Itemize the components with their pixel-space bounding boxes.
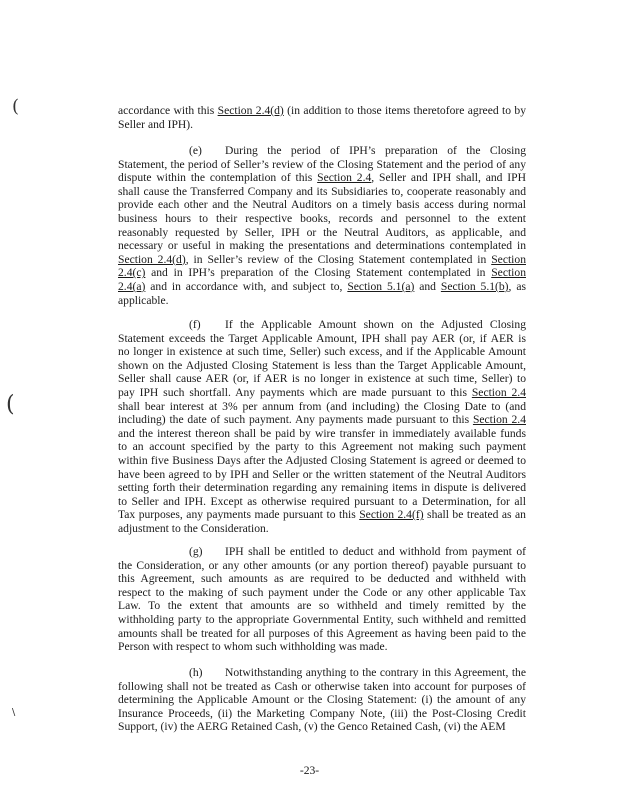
text-line: Seller shall cause AER (or, if AER is no longer in existence at such time, Seller) to [118, 372, 526, 386]
page-number: -23- [299, 764, 320, 777]
text-line: Insurance Proceeds, (ii) the Marketing Company Note, (iii) the Post-Closing Credit [118, 706, 526, 720]
section-reference: Section 2.4(f) [359, 508, 424, 522]
text-line: (g) IPH shall be entitled to deduct and withhold from payment of [189, 545, 526, 558]
text-line: Law. To the extent that amounts are so withheld and timely remitted by the [118, 599, 526, 613]
text-line: determining the Applicable Amount or the Closing Statement: (i) the amount of any [118, 693, 526, 707]
text-line: pay IPH such shortfall. Any payments which are made pursuant to this Section 2.4 [118, 385, 526, 399]
section-reference: Section 5.1(b) [440, 279, 509, 293]
text-line: (h) Notwithstanding anything to the contrary in this Agreement, the [189, 666, 526, 679]
text-line: following shall not be treated as Cash or otherwise taken into account for purposes of [118, 679, 526, 693]
section-reference: Section 2.4(d) [118, 252, 186, 266]
text-line: to Seller and IPH. Except as otherwise required pursuant to a Determination, for all [118, 494, 526, 508]
text-line: adjustment to the Consideration. [118, 521, 269, 535]
section-reference: Section 5.1(a) [347, 279, 415, 293]
scan-mark-middle: ( [6, 392, 15, 417]
text-line: Tax purposes, any payments made pursuant to this Section 2.4(f) shall be treated as an [118, 508, 526, 522]
section-reference: Section 2.4 [471, 385, 526, 399]
section-reference: 2.4(c) [118, 266, 146, 280]
text-line: within five Business Days after the Adjusted Closing Statement is agreed or deemed to [118, 453, 526, 467]
section-reference: Section 2.4 [317, 171, 372, 185]
text-line: Statement, the period of Seller’s review of the Closing Statement and the period of any [118, 157, 526, 171]
text-line: Support, (iv) the AERG Retained Cash, (v) the Genco Retained Cash, (vi) the AEM [118, 720, 506, 734]
text-line: applicable. [118, 293, 169, 307]
text-line: the Consideration, or any other amounts (or any portion thereof) payable pursuant to [118, 558, 526, 572]
text-line: have been agreed to by IPH and Seller or the written statement of the Neutral Auditors [118, 467, 526, 481]
paragraph-h [118, 666, 526, 734]
text-line: respect to the making of such payment under the Code or any other applicable Tax [118, 585, 526, 599]
paragraph-label: (f) [189, 318, 201, 331]
text-line: reasonably requested by Seller, IPH or the Neutral Auditors, as applicable, and [118, 225, 526, 239]
text-line: dispute within the contemplation of this Section 2.4, Seller and IPH shall, and IPH [118, 171, 526, 185]
text-line: shall bear interest at 3% per annum from (and including) the Closing Date to (and [118, 399, 526, 413]
text-line: including) the date of such payment. Any payments made pursuant to this Section 2.4 [118, 413, 526, 427]
text-line: provide each other and the Neutral Auditors on a timely basis access during normal [118, 198, 526, 212]
text-line: withholding party to the appropriate Governmental Entity, such withheld and remitted [118, 612, 526, 626]
paragraph-label: (e) [189, 144, 202, 157]
text-line: accordance with this Section 2.4(d) (in addition to those items theretofore agreed to by [118, 104, 527, 117]
text-line: Section 2.4(d), in Seller’s review of the Closing Statement contemplated in Section [118, 252, 526, 266]
scan-mark-bottom: ∖ [10, 708, 17, 719]
text-line: Statement exceeds the Target Applicable Amount, IPH shall pay AER (or, if AER is [118, 331, 526, 345]
text-line: (f) If the Applicable Amount shown on the Adjusted Closing [189, 318, 526, 331]
paragraph-f [118, 318, 526, 536]
section-reference: Section [491, 266, 526, 280]
text-line: amounts shall be treated for all purposes of this Agreement as having been paid to the [118, 626, 526, 640]
text-line: business hours to their respective books, records and personnel to the extent [118, 211, 526, 225]
text-line: necessary or useful in making the presentations and determinations contemplated in [118, 239, 526, 253]
text-line: setting forth their determination regarding any remaining items in dispute is delivered [118, 481, 526, 495]
section-reference: Section 2.4 [472, 413, 526, 427]
text-line: (e) During the period of IPH’s preparation of the Closing [189, 144, 526, 157]
text-line: to an account specified by the party to this Agreement not making such payment [118, 440, 526, 454]
text-line: this Agreement, such amounts as are required to be deducted and withheld with [118, 572, 526, 586]
paragraph-e [118, 144, 526, 307]
paragraph-label: (g) [189, 545, 203, 558]
text-line: 2.4(a) and in accordance with, and subject to, Section 5.1(a) and Section 5.1(b), as [118, 279, 526, 293]
section-reference: 2.4(a) [118, 279, 146, 293]
paragraph-d-end [118, 104, 526, 131]
section-reference: Section [491, 252, 526, 266]
text-line: no longer in existence at such time, Seller) such excess, and if the Applicable Amount [118, 345, 526, 359]
text-line: 2.4(c) and in IPH’s preparation of the Closing Statement contemplated in Section [118, 266, 526, 280]
section-reference: Section 2.4(d) [217, 104, 284, 117]
text-line: Seller and IPH). [118, 117, 194, 131]
paragraph-label: (h) [189, 666, 203, 679]
text-line: Person with respect to whom such withholding was made. [118, 640, 388, 654]
text-line: shall cause the Transferred Company and its Subsidiaries to, cooperate reasonably and [118, 184, 526, 198]
paragraph-g [118, 545, 526, 654]
text-line: shown on the Adjusted Closing Statement is less than the Target Applicable Amount, [118, 358, 526, 372]
text-line: and the interest thereon shall be paid by wire transfer in immediately available funds [118, 426, 526, 440]
scan-mark-top: ( [12, 96, 20, 117]
